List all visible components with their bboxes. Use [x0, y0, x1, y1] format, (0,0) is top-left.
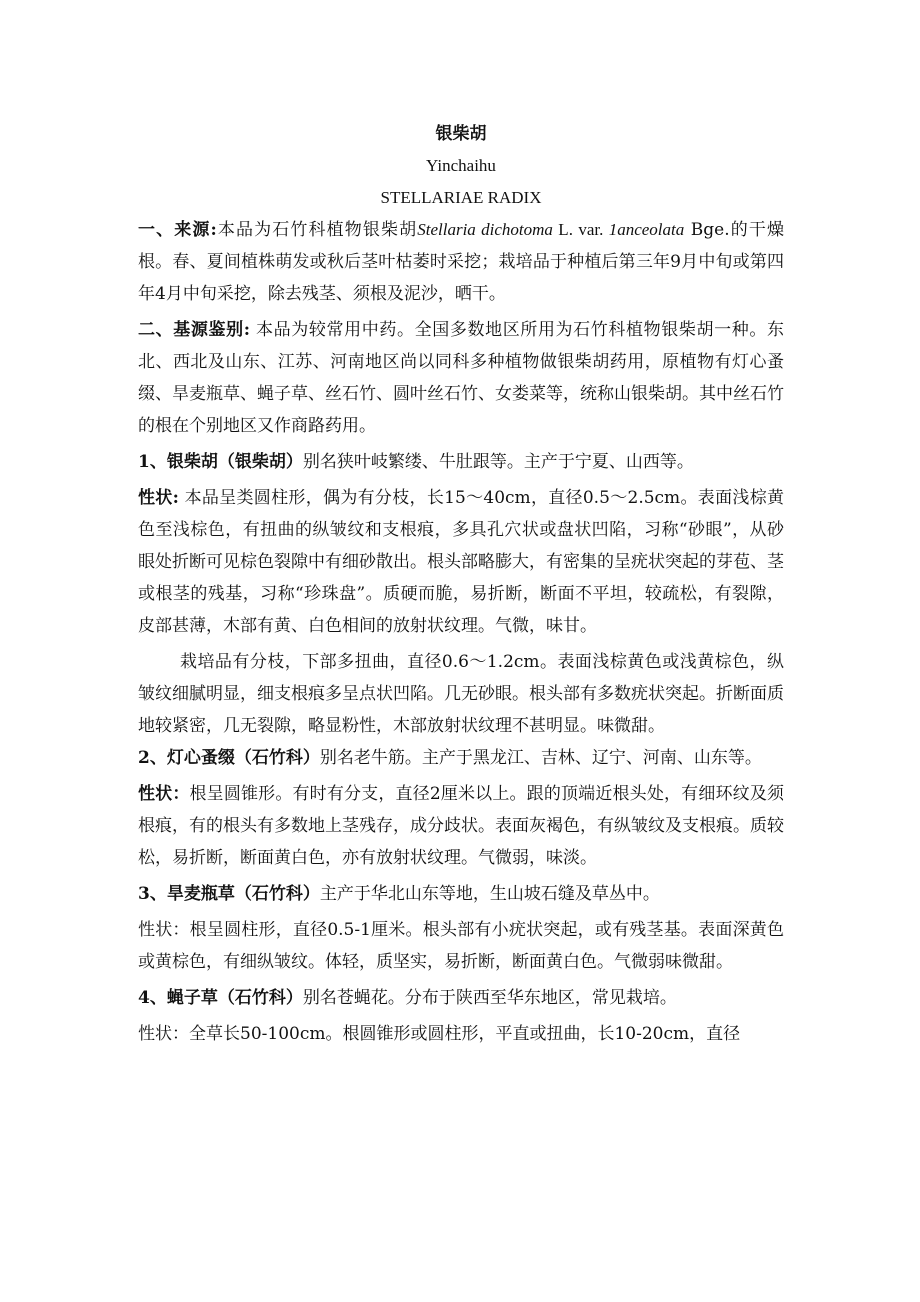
- source-text-b: Bge.的干燥根。春、夏间植株萌发或秋后茎叶枯萎时采挖；栽培品于种植后第三年9月中旬或第四年4月中旬采挖，除去残茎、须根及泥沙，晒干。: [138, 220, 784, 304]
- item-3-heading-line: [138, 878, 784, 910]
- item-4-heading-line: [138, 982, 784, 1014]
- source-text-a: 本品为石竹科植物银柴胡: [216, 220, 418, 240]
- item-2-traits-label: 性状：: [138, 784, 190, 804]
- item-1-traits-label: 性状:: [138, 488, 179, 508]
- title-latin: STELLARIAE RADIX: [380, 188, 542, 207]
- item-1-traits-text: 本品呈类圆柱形，偶为有分枝，长15～40cm，直径0.5～2.5cm。表面浅棕黄色至浅棕色，有扭曲的纵皱纹和支根痕，多具孔穴状或盘状凹陷，习称“砂眼”，从砂眼处折断可见棕色裂隙中有细砂散出。根头部略膨大，有密集的呈疣状突起的芽苞、茎或根茎的残基，习称“珍珠盘”。质硬而脆，易折断，断面不平坦，较疏松，有裂隙，皮部甚薄，木部有黄、白色相间的放射状纹理。气微，味甘。: [138, 488, 784, 636]
- title-chinese: 银柴胡: [435, 124, 487, 144]
- item-3-traits-label: 性状：: [138, 920, 190, 940]
- item-2-traits: [138, 778, 784, 874]
- source-paragraph: [138, 214, 784, 310]
- species-name-italic: Stellaria dichotoma: [417, 220, 553, 239]
- item-3-traits-text: 根呈圆柱形，直径0.5-1厘米。根头部有小疣状突起，或有残茎基。表面深黄色或黄棕色，有细纵皱纹。体轻，质坚实，易折断，断面黄白色。气微弱味微甜。: [138, 920, 784, 972]
- item-2-heading-line: [138, 742, 784, 774]
- item-1-traits: [138, 482, 784, 642]
- source-label: 一、来源:: [138, 220, 217, 240]
- title-pinyin: Yinchaihu: [426, 156, 496, 175]
- item-4-heading: 4、蝇子草（石竹科）: [138, 988, 303, 1008]
- item-3-origin: 主产于华北山东等地，生山坡石缝及草丛中。: [319, 884, 660, 904]
- document-page: [138, 118, 784, 1050]
- item-3-heading: 3、旱麦瓶草（石竹科）: [138, 884, 320, 904]
- item-4-traits-label: 性状：: [138, 1024, 189, 1044]
- item-2-heading: 2、灯心蚤缀（石竹科）: [138, 748, 320, 768]
- item-1-heading: 1、银柴胡（银柴胡）: [138, 452, 303, 472]
- variety-name-italic: 1anceolata: [608, 220, 685, 239]
- item-4-traits: [138, 1018, 784, 1050]
- species-authority: L. var.: [552, 220, 609, 239]
- identification-text: 本品为较常用中药。全国多数地区所用为石竹科植物银柴胡一种。东北、西北及山东、江苏、河南地区尚以同科多种植物做银柴胡药用，原植物有灯心蚤缀、旱麦瓶草、蝇子草、丝石竹、圆叶丝石竹、女娄菜等，统称山银柴胡。其中丝石竹的根在个别地区又作商路药用。: [138, 320, 784, 436]
- item-3-traits: [138, 914, 784, 978]
- item-1-origin: 别名狭叶岐繁缕、牛肚跟等。主产于宁夏、山西等。: [302, 452, 694, 472]
- identification-label: 二、基源鉴别:: [138, 320, 250, 340]
- item-4-origin: 别名苍蝇花。分布于陕西至华东地区，常见栽培。: [302, 988, 677, 1008]
- item-4-traits-text: 全草长50-100cm。根圆锥形或圆柱形，平直或扭曲，长10-20cm，直径: [189, 1024, 741, 1044]
- item-1-heading-line: [138, 446, 784, 478]
- item-1-cultivated: 栽培品有分枝，下部多扭曲，直径0.6～1.2cm。表面浅棕黄色或浅黄棕色，纵皱纹细腻明显，细支根痕多呈点状凹陷。几无砂眼。根头部有多数疣状突起。折断面质地较紧密，几无裂隙，略显粉性，木部放射状纹理不甚明显。味微甜。: [138, 652, 784, 736]
- item-2-traits-text: 根呈圆锥形。有时有分支，直径2厘米以上。跟的顶端近根头处，有细环纹及须根痕，有的根头有多数地上茎残存，成分歧状。表面灰褐色，有纵皱纹及支根痕。质较松，易折断，断面黄白色，亦有放射状纹理。气微弱，味淡。: [138, 784, 785, 868]
- item-2-origin: 别名老牛筋。主产于黑龙江、吉林、辽宁、河南、山东等。: [319, 748, 762, 768]
- identification-paragraph: [138, 314, 784, 442]
